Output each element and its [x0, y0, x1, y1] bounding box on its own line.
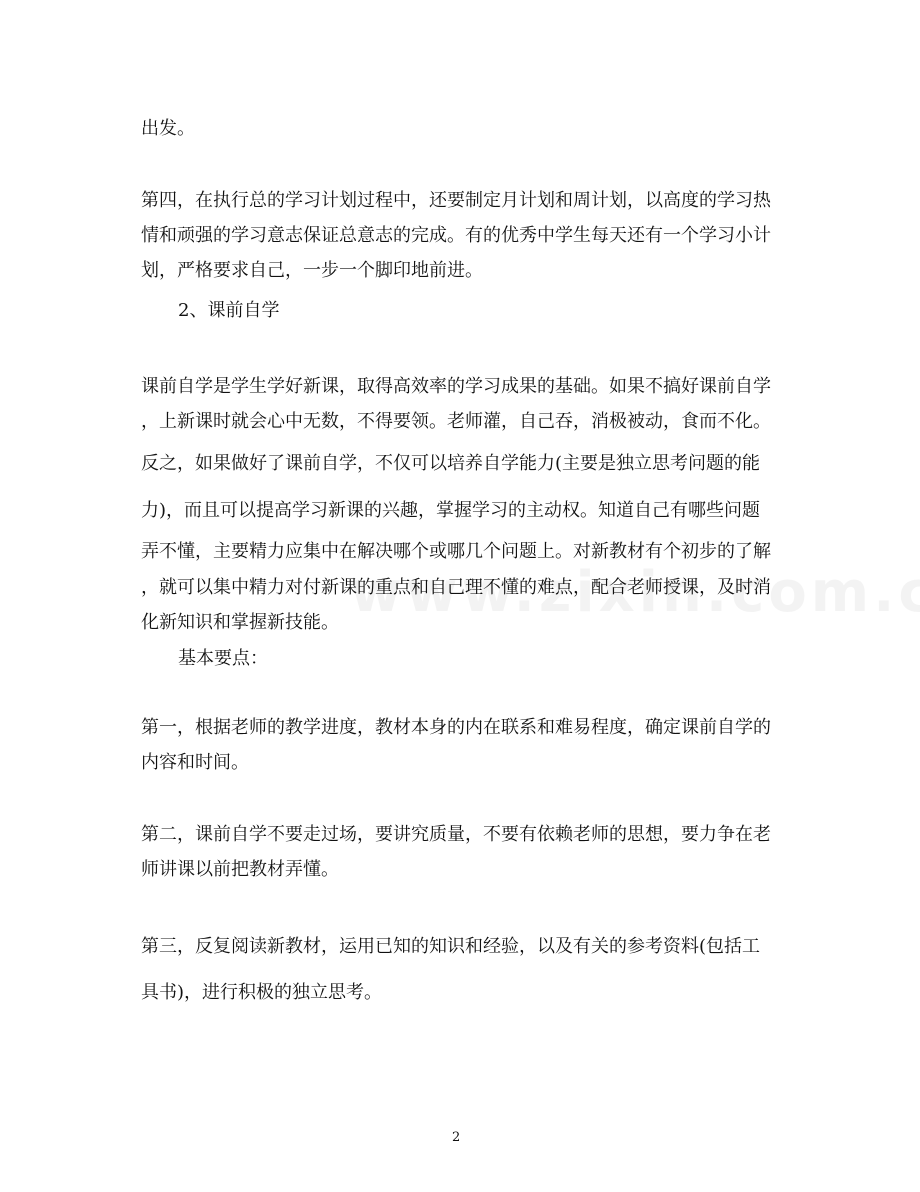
section-heading: 2、课前自学 [178, 300, 280, 321]
key-points-heading: 基本要点： [178, 648, 268, 669]
text-line-7: ，上新课时就会心中无数，不得要领。老师灌，自己吞，消极被动，食而不化。 [141, 411, 771, 432]
text-line-12: 化新知识和掌握新技能。 [141, 612, 339, 633]
text-line-9: 力)，而且可以提高学习新课的兴趣，掌握学习的主动权。知道自己有哪些问题 [141, 500, 761, 521]
text-line-4: 划，严格要求自己，一步一个脚印地前进。 [141, 260, 483, 281]
text-line-17: 师讲课以前把教材弄懂。 [141, 859, 339, 880]
text-line-15: 内容和时间。 [141, 752, 249, 773]
text-line-16: 第二，课前自学不要走过场，要讲究质量，不要有依赖老师的思想，要力争在老 [141, 824, 771, 845]
text-line-6: 课前自学是学生学好新课，取得高效率的学习成果的基础。如果不搞好课前自学 [141, 376, 771, 397]
text-line-1: 出发。 [141, 118, 195, 139]
text-line-19: 具书)，进行积极的独立思考。 [141, 982, 383, 1003]
text-line-8: 反之，如果做好了课前自学，不仅可以培养自学能力(主要是独立思考问题的能 [141, 453, 761, 474]
text-line-11: ，就可以集中精力对付新课的重点和自己理不懂的难点，配合老师授课，及时消 [141, 577, 771, 598]
text-line-2: 第四，在执行总的学习计划过程中，还要制定月计划和周计划，以高度的学习热 [141, 190, 771, 211]
page-number: 2 [452, 1130, 461, 1145]
text-line-18: 第三，反复阅读新教材，运用已知的知识和经验，以及有关的参考资料(包括工 [141, 936, 761, 957]
text-line-10: 弄不懂，主要精力应集中在解决哪个或哪几个问题上。对新教材有个初步的了解 [141, 541, 771, 562]
text-line-14: 第一，根据老师的教学进度，教材本身的内在联系和难易程度，确定课前自学的 [141, 717, 771, 738]
text-line-3: 情和顽强的学习意志保证总意志的完成。有的优秀中学生每天还有一个学习小计 [141, 225, 771, 246]
